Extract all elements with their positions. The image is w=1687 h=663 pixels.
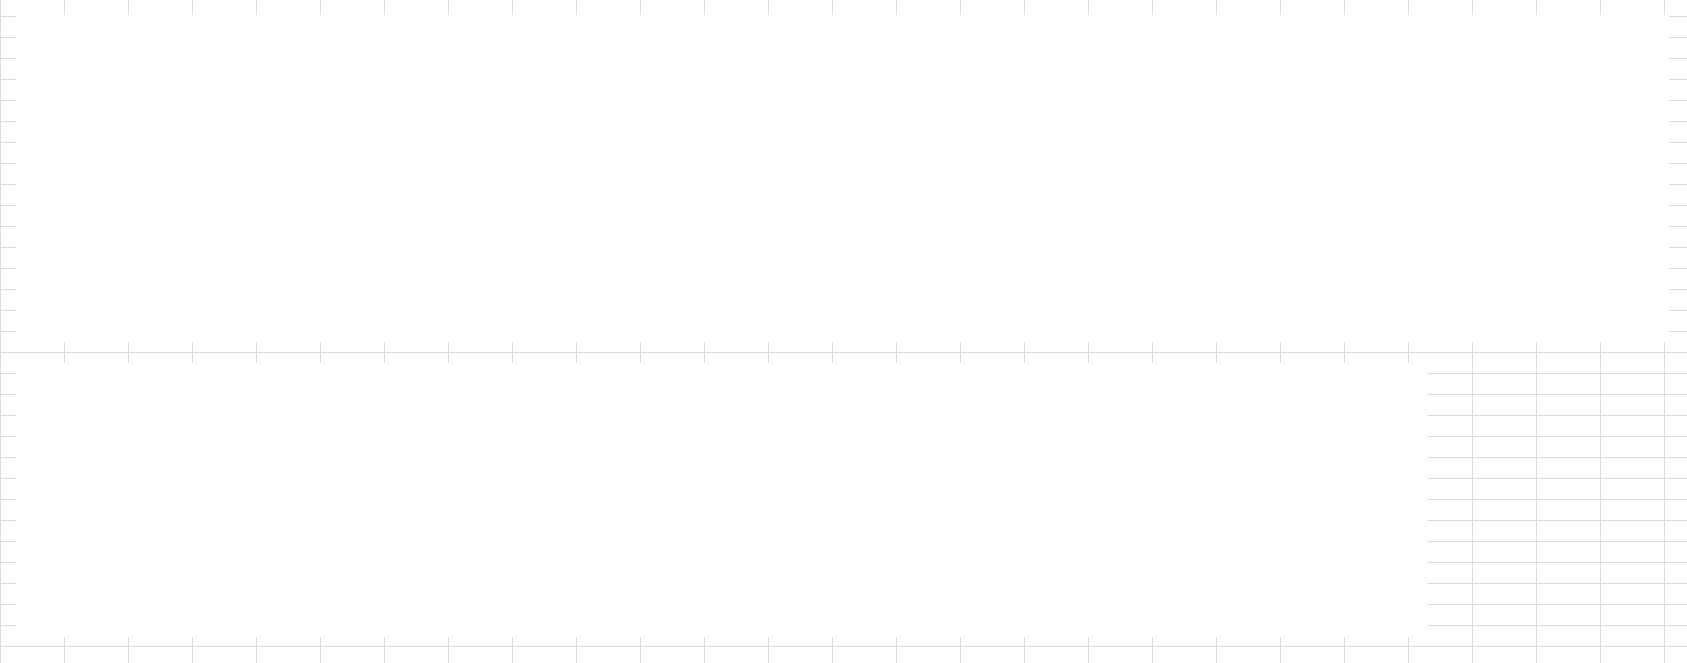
schedule-block-top [16,15,1669,342]
schedule-block-bottom [16,363,1428,637]
